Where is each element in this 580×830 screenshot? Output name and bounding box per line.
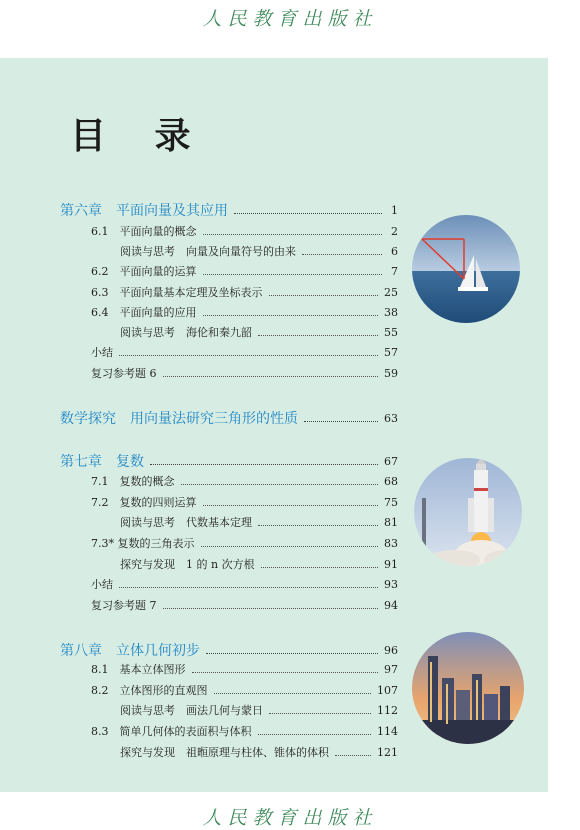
toc-page-number: 67: [384, 454, 398, 468]
toc-entry-label: 探究与发现 祖暅原理与柱体、锥体的体积: [120, 746, 329, 759]
dot-leader: [304, 421, 378, 422]
toc-entry-label: 阅读与思考 向量及向量符号的由来: [120, 245, 296, 258]
toc-section-row[interactable]: [91, 661, 398, 677]
toc-page-number: 59: [384, 366, 398, 380]
toc-entry-label: 6.2 平面向量的运算: [91, 265, 197, 278]
dot-leader: [258, 335, 378, 336]
dot-leader: [203, 274, 383, 275]
toc-page-number: 112: [377, 703, 398, 717]
toc-page-number: 96: [384, 643, 398, 657]
sailboat-illustration: [412, 215, 520, 323]
toc-entry-label: 小结: [91, 346, 113, 359]
toc-page-number: 7: [391, 264, 398, 278]
dot-leader: [234, 213, 382, 214]
toc-entry-label: 7.1 复数的概念: [91, 475, 175, 488]
toc-section-row[interactable]: [91, 223, 398, 239]
dot-leader: [335, 755, 371, 756]
toc-entry-label: 8.1 基本立体图形: [91, 663, 186, 676]
publisher-logo-bottom: 人民教育出版社: [202, 807, 378, 829]
sailboat-sea-photo: [412, 215, 520, 323]
toc-extra-row[interactable]: [120, 744, 398, 760]
toc-page-number: 57: [384, 345, 398, 359]
rocket-illustration: [414, 458, 522, 566]
dot-leader: [203, 315, 379, 316]
toc-page-number: 38: [384, 305, 398, 319]
dot-leader: [302, 254, 382, 255]
toc-page-number: 1: [391, 203, 398, 217]
toc-entry-label: 6.1 平面向量的概念: [91, 225, 197, 238]
toc-entry-label: 第六章 平面向量及其应用: [60, 203, 228, 219]
toc-page-number: 81: [384, 515, 398, 529]
toc-entry-label: 阅读与思考 海伦和秦九韶: [120, 326, 252, 339]
toc-entry-label: 第七章 复数: [60, 454, 144, 470]
toc-section-row[interactable]: [91, 535, 398, 551]
toc-page-number: 107: [377, 683, 398, 697]
dot-leader: [203, 234, 383, 235]
toc-section-row[interactable]: [91, 473, 398, 489]
toc-entry-label: 阅读与思考 代数基本定理: [120, 516, 252, 529]
dot-leader: [119, 587, 378, 588]
dot-leader: [119, 355, 378, 356]
toc-page-number: 55: [384, 325, 398, 339]
toc-page-number: 63: [384, 411, 398, 425]
city-skyline-photo: [412, 632, 524, 744]
page-title: 目 录: [70, 115, 209, 157]
dot-leader: [269, 713, 371, 714]
toc-entry-label: 6.3 平面向量基本定理及坐标表示: [91, 286, 263, 299]
dot-leader: [192, 672, 379, 673]
toc-page-number: 83: [384, 536, 398, 550]
toc-summary-row[interactable]: [91, 576, 398, 592]
toc-entry-label: 7.3* 复数的三角表示: [91, 537, 195, 550]
toc-entry-label: 复习参考题 7: [91, 599, 157, 612]
dot-leader: [181, 484, 379, 485]
toc-section-row[interactable]: [91, 723, 398, 739]
publisher-logo-top: 人民教育出版社: [202, 8, 378, 30]
toc-section-row[interactable]: [91, 284, 398, 300]
toc-entry-label: 8.3 简单几何体的表面积与体积: [91, 725, 252, 738]
dot-leader: [203, 505, 379, 506]
toc-entry-label: 探究与发现 1 的 n 次方根: [120, 558, 255, 571]
toc-page-number: 97: [384, 662, 398, 676]
toc-page-number: 91: [384, 557, 398, 571]
dot-leader: [206, 653, 378, 654]
dot-leader: [163, 376, 379, 377]
toc-page-number: 75: [384, 495, 398, 509]
dot-leader: [261, 567, 378, 568]
toc-entry-label: 阅读与思考 画法几何与蒙日: [120, 704, 263, 717]
toc-summary-row[interactable]: [91, 365, 398, 381]
toc-chapter-row[interactable]: [60, 451, 398, 471]
city-illustration: [412, 632, 524, 744]
toc-entry-label: 数学探究 用向量法研究三角形的性质: [60, 411, 298, 427]
toc-chapter-row[interactable]: [60, 640, 398, 660]
dot-leader: [201, 546, 379, 547]
toc-extra-row[interactable]: [120, 514, 398, 530]
dot-leader: [258, 525, 378, 526]
toc-entry-label: 小结: [91, 578, 113, 591]
rocket-launch-photo: [414, 458, 522, 566]
toc-section-row[interactable]: [91, 304, 398, 320]
toc-page-number: 94: [384, 598, 398, 612]
toc-entry-label: 6.4 平面向量的应用: [91, 306, 197, 319]
toc-summary-row[interactable]: [91, 344, 398, 360]
toc-chapter-row[interactable]: [60, 408, 398, 428]
toc-entry-label: 复习参考题 6: [91, 367, 157, 380]
dot-leader: [214, 693, 372, 694]
toc-page-number: 121: [377, 745, 398, 759]
toc-entry-label: 8.2 立体图形的直观图: [91, 684, 208, 697]
dot-leader: [150, 464, 378, 465]
toc-section-row[interactable]: [91, 682, 398, 698]
toc-page-number: 2: [391, 224, 398, 238]
toc-extra-row[interactable]: [120, 243, 398, 259]
toc-page-number: 93: [384, 577, 398, 591]
toc-entry-label: 7.2 复数的四则运算: [91, 496, 197, 509]
toc-section-row[interactable]: [91, 494, 398, 510]
dot-leader: [163, 608, 379, 609]
dot-leader: [269, 295, 379, 296]
toc-page-number: 114: [377, 724, 398, 738]
toc-extra-row[interactable]: [120, 556, 398, 572]
toc-page-number: 25: [384, 285, 398, 299]
dot-leader: [258, 734, 372, 735]
toc-page-number: 68: [384, 474, 398, 488]
toc-entry-label: 第八章 立体几何初步: [60, 643, 200, 659]
toc-summary-row[interactable]: [91, 597, 398, 613]
toc-page-number: 6: [391, 244, 398, 258]
toc-chapter-row[interactable]: [60, 200, 398, 220]
toc-extra-row[interactable]: [120, 324, 398, 340]
toc-extra-row[interactable]: [120, 702, 398, 718]
toc-section-row[interactable]: [91, 263, 398, 279]
